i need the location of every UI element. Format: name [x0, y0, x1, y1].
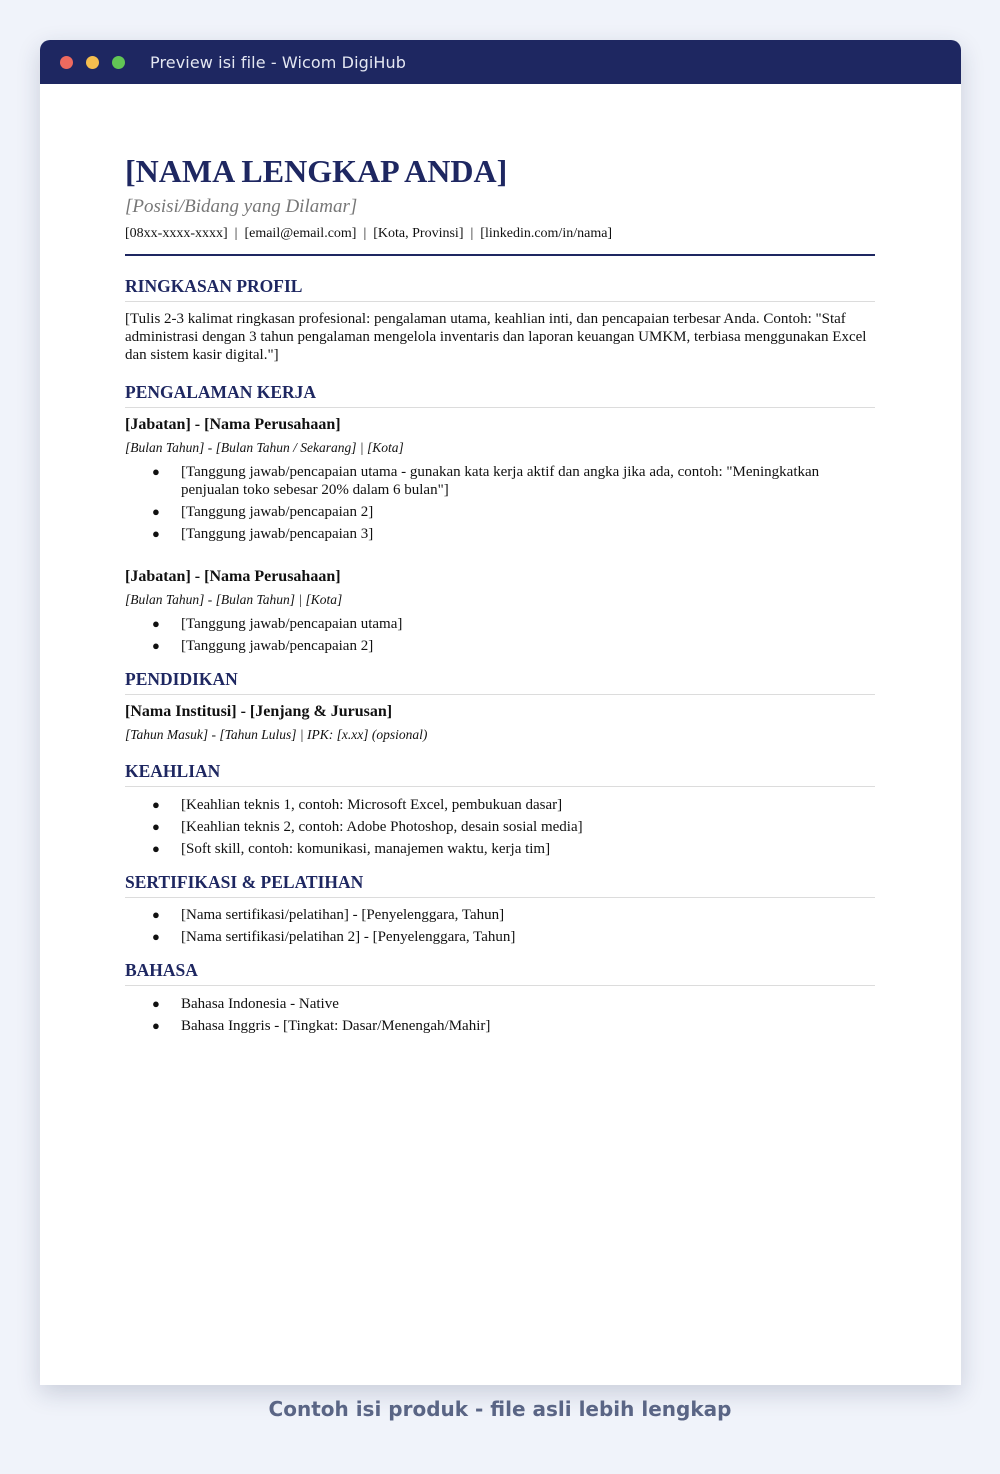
list-item: ● [Tanggung jawab/pencapaian utama - gunakan kata kerja aktif dan angka jika ada, contoh: "Meningkatkan penjualan toko sebesar 20% dalam 6 bulan"] — [125, 463, 875, 499]
education-institution: [Nama Institusi] - [Jenjang & Jurusan] — [125, 703, 393, 721]
window-titlebar — [40, 40, 961, 84]
section-title-certifications: SERTIFIKASI & PELATIHAN — [125, 872, 875, 898]
list-item: ● [Tanggung jawab/pencapaian 2] — [125, 637, 875, 655]
languages-list — [125, 995, 875, 1035]
list-item: ● [Tanggung jawab/pencapaian 3] — [125, 525, 875, 543]
job-entry — [125, 416, 875, 543]
list-item: ● Bahasa Inggris - [Tingkat: Dasar/Menengah/Mahir] — [125, 1017, 875, 1035]
list-item: ● [Tanggung jawab/pencapaian utama] — [125, 615, 875, 633]
job-date: [Bulan Tahun] - [Bulan Tahun] | [Kota] — [125, 592, 343, 608]
job-title: [Jabatan] - [Nama Perusahaan] — [125, 568, 341, 586]
maximize-window-icon[interactable] — [112, 56, 125, 69]
preview-window — [40, 40, 961, 1385]
list-item: ● [Tanggung jawab/pencapaian 2] — [125, 503, 875, 521]
minimize-window-icon[interactable] — [86, 56, 99, 69]
cv-contact-line: [08xx-xxxx-xxxx] | [email@email.com] | [Kota, Provinsi] | [linkedin.com/in/nama] — [125, 226, 875, 256]
education-date: [Tahun Masuk] - [Tahun Lulus] | IPK: [x.xx] (opsional) — [125, 727, 428, 743]
list-item: ● Bahasa Indonesia - Native — [125, 995, 875, 1013]
list-item: ● [Nama sertifikasi/pelatihan] - [Penyelenggara, Tahun] — [125, 906, 875, 924]
certifications-list — [125, 906, 875, 946]
list-item: ● [Keahlian teknis 2, contoh: Adobe Photoshop, desain sosial media] — [125, 818, 875, 836]
preview-caption: Contoh isi produk - file asli lebih lengkap — [268, 1397, 732, 1421]
list-item: ● [Nama sertifikasi/pelatihan 2] - [Penyelenggara, Tahun] — [125, 928, 875, 946]
section-title-languages: BAHASA — [125, 960, 875, 986]
list-item: ● [Keahlian teknis 1, contoh: Microsoft Excel, pembukuan dasar] — [125, 796, 875, 814]
job-date: [Bulan Tahun] - [Bulan Tahun / Sekarang] | [Kota] — [125, 440, 404, 456]
cv-position: [Posisi/Bidang yang Dilamar] — [125, 196, 358, 218]
close-window-icon[interactable] — [60, 56, 73, 69]
list-item: ● [Soft skill, contoh: komunikasi, manajemen waktu, kerja tim] — [125, 840, 875, 858]
job-entry — [125, 568, 875, 655]
skills-list — [125, 796, 875, 858]
cv-document — [125, 84, 875, 1039]
job-bullets — [125, 615, 875, 655]
window-title: Preview isi file - Wicom DigiHub — [150, 52, 407, 72]
job-bullets — [125, 463, 875, 543]
section-title-summary: RINGKASAN PROFIL — [125, 276, 875, 302]
cv-name: [NAMA LENGKAP ANDA] — [125, 153, 508, 189]
section-title-experience: PENGALAMAN KERJA — [125, 382, 875, 408]
job-title: [Jabatan] - [Nama Perusahaan] — [125, 416, 341, 434]
section-title-skills: KEAHLIAN — [125, 761, 875, 787]
section-title-education: PENDIDIKAN — [125, 669, 875, 695]
summary-text: [Tulis 2-3 kalimat ringkasan profesional: pengalaman utama, keahlian inti, dan pencapaian terbesar Anda. Contoh: "Staf administrasi dengan 3 tahun pengalaman mengelola inventaris dan laporan keuangan UMKM, terbiasa menggunakan Excel dan sistem kasir digital."] — [125, 311, 867, 364]
